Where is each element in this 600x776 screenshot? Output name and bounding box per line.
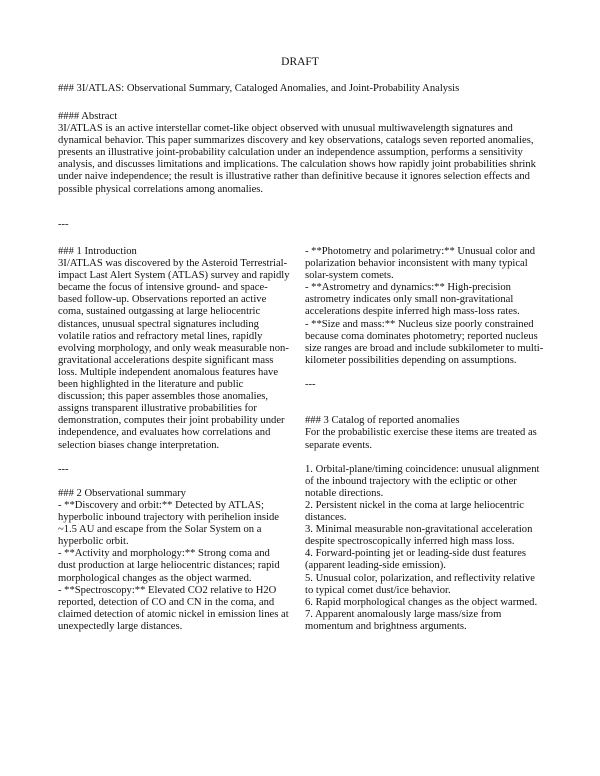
list-item: 1. Orbital-plane/timing coincidence: unusual alignment of the inbound trajectory with the ecliptic or other notable directions.: [305, 463, 540, 499]
list-item: 5. Unusual color, polarization, and reflectivity relative to typical comet dust/ice behavior.: [305, 572, 535, 596]
page-title: DRAFT: [281, 56, 319, 68]
left-column: [58, 246, 290, 633]
catalog-section: [305, 415, 545, 633]
list-item: - **Size and mass:** Nucleus size poorly constrained because coma dominates photometry; reported nucleus size ranges are broad and include subkilometer to multi-kilometer possibilities depending on assumptions.: [305, 318, 544, 366]
catalog-heading: ### 3 Catalog of reported anomalies: [305, 415, 460, 427]
catalog-intro: For the probabilistic exercise these items are treated as separate events.: [305, 427, 537, 451]
abstract-heading: #### Abstract: [58, 111, 118, 122]
document-heading: ### 3I/ATLAS: Observational Summary, Cataloged Anomalies, and Joint-Probability Analysis: [58, 83, 460, 94]
separator: ---: [58, 219, 69, 230]
list-item: - **Photometry and polarimetry:** Unusual color and polarization behavior inconsistent with many typical solar-system comets.: [305, 246, 536, 282]
introduction-heading: ### 1 Introduction: [58, 246, 137, 257]
abstract-body: 3I/ATLAS is an active interstellar comet-like object observed with unusual multiwavelength signatures and dynamical behavior. This paper summarizes discovery and key observations, catalogs seven reported anomalies, presents an illustrative joint-probability calculation under an independence assumption, performs a sensitivity analysis, and discusses limitations and implications. The calculation shows how rapidly joint probabilities shrink under naive independence; the result is illustrative rather than definitive because it ignores selection effects and possible physical correlations among anomalies.: [58, 123, 536, 195]
list-item: 6. Rapid morphological changes as the object warmed.: [305, 596, 538, 608]
observational-summary-list: [58, 500, 290, 633]
list-item: 4. Forward-pointing jet or leading-side dust features (apparent leading-side emission).: [305, 548, 526, 572]
list-item: - **Spectroscopy:** Elevated CO2 relative to H2O reported, detection of CO and CN in the coma, and claimed detection of atomic nickel in emission lines at unexpectedly large distances.: [58, 584, 289, 632]
introduction-body: 3I/ATLAS was discovered by the Asteroid Terrestrial-impact Last Alert System (ATLAS) survey and rapidly became the focus of intensive ground- and space-based follow-up. Observations reported an active coma, sustained outgassing at large heliocentric distances, unusual spectral signatures including volatile ratios and refractory metal lines, rapidly evolving morphology, and only weak measurable non-gravitational accelerations despite significant mass loss. Multiple independent anomalous features have been highlighted in the literature and public discussion; this paper assembles those anomalies, assigns transparent illustrative probabilities for demonstration, computes their joint probability under independence, and evaluates how correlations and selection biases change interpretation.: [58, 258, 290, 451]
catalog-list: [305, 464, 545, 633]
list-item: - **Discovery and orbit:** Detected by ATLAS; hyperbolic inbound trajectory with perihelion inside ~1.5 AU and escape from the Solar System on a hyperbolic orbit.: [58, 499, 279, 548]
observational-summary-list-continued: [305, 246, 545, 367]
list-item: 2. Persistent nickel in the coma at large heliocentric distances.: [305, 499, 524, 524]
separator: ---: [305, 379, 316, 391]
observational-summary-section: [58, 488, 290, 633]
introduction-section: [58, 246, 290, 452]
list-item: 7. Apparent anomalously large mass/size from momentum and brightness arguments.: [305, 608, 502, 632]
separator: ---: [58, 463, 69, 475]
list-item: 3. Minimal measurable non-gravitational acceleration despite spectroscopically inferred high mass loss.: [305, 524, 533, 548]
list-item: - **Activity and morphology:** Strong coma and dust production at large heliocentric distances; rapid morphological changes as the object warmed.: [58, 548, 280, 584]
right-column: [305, 246, 545, 633]
list-item: - **Astrometry and dynamics:** High-precision astrometry indicates only small non-gravitational accelerations despite inferred high mass-loss rates.: [305, 282, 520, 318]
observational-summary-heading: ### 2 Observational summary: [58, 487, 186, 499]
abstract-section: [58, 111, 548, 196]
